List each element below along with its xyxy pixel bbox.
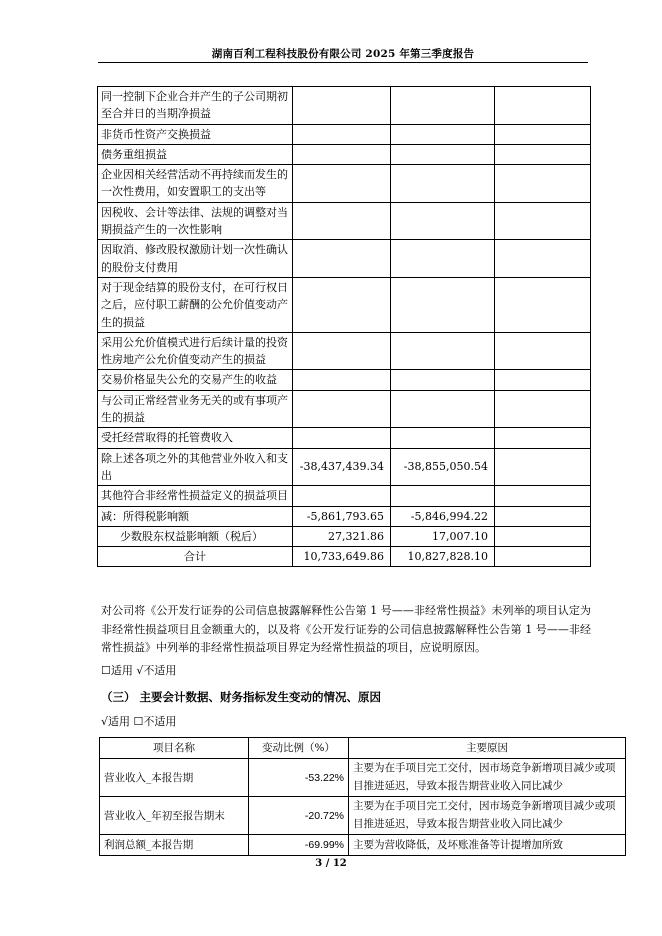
current-period-cell: [293, 390, 391, 428]
item-cell: 对于现金结算的股份支付，在可行权日之后，应付职工薪酬的公允价值变动产生的损益: [98, 277, 293, 332]
reason-cell: 主要为在手项目完工交付，因市场竞争新增项目减少或项目推进延迟，导致本报告期营业收入同比减少: [349, 759, 626, 797]
current-period-cell: [293, 202, 391, 240]
table-row: [98, 277, 591, 332]
table-row: [100, 835, 626, 856]
header-item-name: 项目名称: [100, 738, 249, 759]
item-cell: 同一控制下企业合并产生的子公司期初至合并日的当期净损益: [98, 87, 293, 125]
ytd-cell: [391, 240, 495, 278]
note-cell: [495, 240, 591, 278]
note-cell: [495, 547, 591, 567]
item-cell: 企业因相关经营活动不再持续而发生的一次性费用，如安置职工的支出等: [98, 165, 293, 203]
reason-cell: 主要为在手项目完工交付，因市场竞争新增项目减少或项目推进延迟，导致本报告期营业收入同比减少: [349, 797, 626, 835]
note-cell: [495, 390, 591, 428]
item-cell: 非货币性资产交换损益: [98, 124, 293, 144]
applicability-checkbox-line: √适用 ☐不适用: [101, 715, 177, 728]
table-row: [98, 87, 591, 125]
explanation-paragraph: 对公司将《公开发行证券的公司信息披露解释性公告第 1 号——非经常性损益》未列举的项目认定为非经常性损益项目且金额重大的，以及将《公开发行证券的公司信息披露解释性公告第 1 号——非经常性损益》中列举的非经常性损益项目界定为经常性损益的项目，应说明原因。: [101, 604, 591, 654]
item-cell: 合计: [98, 547, 293, 567]
ytd-cell: [391, 428, 495, 448]
table-row: [98, 124, 591, 144]
current-period-cell: 10,733,649.86: [293, 547, 391, 567]
ytd-cell: 17,007.10: [391, 526, 495, 546]
table-row: [98, 486, 591, 506]
ytd-cell: [391, 124, 495, 144]
table-row: [100, 797, 626, 835]
note-cell: [495, 165, 591, 203]
item-cell: 除上述各项之外的其他营业外收入和支出: [98, 448, 293, 486]
item-name-cell: 营业收入_年初至报告期末: [100, 797, 249, 835]
table-row: [98, 370, 591, 390]
ytd-cell: [391, 370, 495, 390]
header-divider: [98, 62, 588, 63]
current-period-cell: -5,861,793.65: [293, 506, 391, 526]
current-period-cell: -38,437,439.34: [293, 448, 391, 486]
current-period-cell: [293, 277, 391, 332]
report-header-title: 湖南百利工程科技股份有限公司 2025 年第三季度报告: [211, 48, 475, 60]
current-period-cell: [293, 144, 391, 164]
table-row: [98, 428, 591, 448]
ytd-cell: [391, 390, 495, 428]
current-period-cell: 27,321.86: [293, 526, 391, 546]
note-cell: [495, 526, 591, 546]
note-cell: [495, 277, 591, 332]
note-cell: [495, 486, 591, 506]
table-row: [98, 390, 591, 428]
item-cell: 因取消、修改股权激励计划一次性确认的股份支付费用: [98, 240, 293, 278]
ytd-cell: -5,846,994.22: [391, 506, 495, 526]
item-cell: 因税收、会计等法律、法规的调整对当期损益产生的一次性影响: [98, 202, 293, 240]
key-changes-table: [99, 737, 626, 856]
change-ratio-cell: -20.72%: [249, 797, 349, 835]
item-cell: 交易价格显失公允的交易产生的收益: [98, 370, 293, 390]
current-period-cell: [293, 428, 391, 448]
ytd-cell: 10,827,828.10: [391, 547, 495, 567]
table-header-row: [100, 738, 626, 759]
table-row: [98, 506, 591, 526]
page-number: 3 / 12: [315, 858, 347, 869]
non-recurring-gains-table: [97, 86, 591, 567]
note-cell: [495, 144, 591, 164]
ytd-cell: [391, 486, 495, 506]
current-period-cell: [293, 124, 391, 144]
table-row: [98, 332, 591, 370]
ytd-cell: [391, 165, 495, 203]
current-period-cell: [293, 332, 391, 370]
table-row: [98, 448, 591, 486]
ytd-cell: [391, 202, 495, 240]
header-change-ratio: 变动比例（%）: [249, 738, 349, 759]
item-cell: 债务重组损益: [98, 144, 293, 164]
header-main-reason: 主要原因: [349, 738, 626, 759]
reason-cell: 主要为营收降低，及坏账准备等计提增加所致: [349, 835, 626, 856]
ytd-cell: [391, 277, 495, 332]
item-name-cell: 营业收入_本报告期: [100, 759, 249, 797]
section-heading: （三） 主要会计数据、财务指标发生变动的情况、原因: [101, 690, 382, 704]
table-row: [98, 240, 591, 278]
current-period-cell: [293, 240, 391, 278]
table-row: [98, 202, 591, 240]
ytd-cell: [391, 87, 495, 125]
total-row: [98, 547, 591, 567]
current-period-cell: [293, 370, 391, 390]
ytd-cell: [391, 332, 495, 370]
current-period-cell: [293, 87, 391, 125]
note-cell: [495, 506, 591, 526]
change-ratio-cell: -53.22%: [249, 759, 349, 797]
current-period-cell: [293, 486, 391, 506]
table-row: [100, 759, 626, 797]
table-row: [98, 165, 591, 203]
item-cell: 采用公允价值模式进行后续计量的投资性房地产公允价值变动产生的损益: [98, 332, 293, 370]
note-cell: [495, 87, 591, 125]
note-cell: [495, 124, 591, 144]
note-cell: [495, 370, 591, 390]
item-cell: 与公司正常经营业务无关的或有事项产生的损益: [98, 390, 293, 428]
item-cell: 减：所得税影响额: [98, 506, 293, 526]
item-cell: 受托经营取得的托管费收入: [98, 428, 293, 448]
ytd-cell: [391, 144, 495, 164]
note-cell: [495, 428, 591, 448]
note-cell: [495, 202, 591, 240]
item-cell: 其他符合非经常性损益定义的损益项目: [98, 486, 293, 506]
table-row: [98, 526, 591, 546]
current-period-cell: [293, 165, 391, 203]
ytd-cell: -38,855,050.54: [391, 448, 495, 486]
note-cell: [495, 332, 591, 370]
applicability-checkbox-line: ☐适用 √不适用: [101, 664, 177, 677]
item-name-cell: 利润总额_本报告期: [100, 835, 249, 856]
change-ratio-cell: -69.99%: [249, 835, 349, 856]
item-cell: 少数股东权益影响额（税后）: [98, 526, 293, 546]
note-cell: [495, 448, 591, 486]
table-row: [98, 144, 591, 164]
